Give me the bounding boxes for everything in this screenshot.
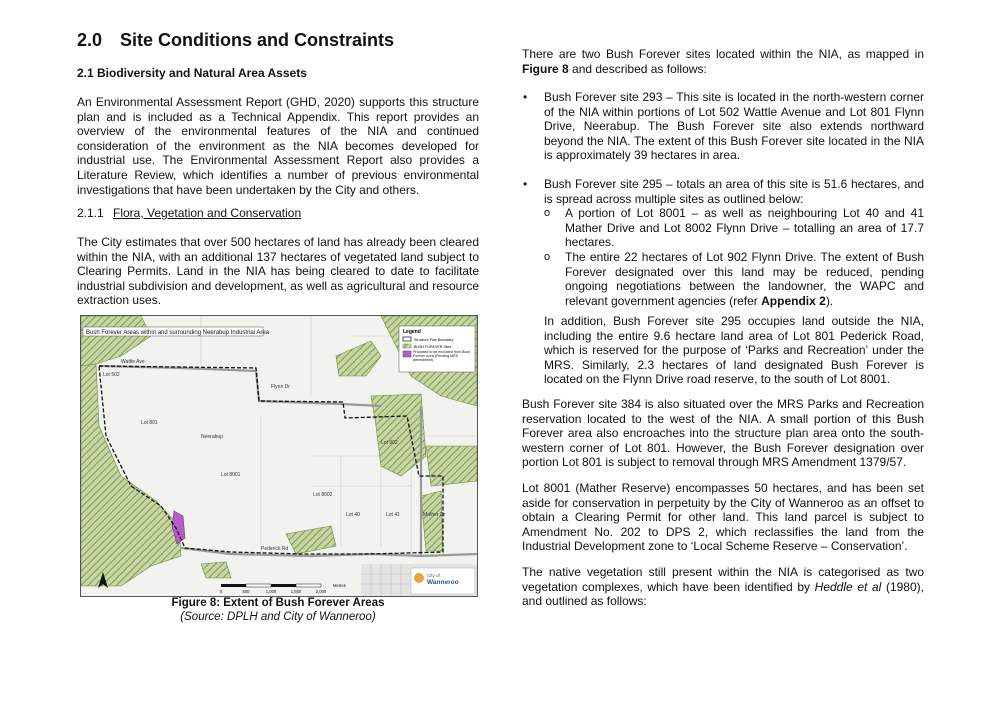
logo-name: Wanneroo — [427, 579, 459, 586]
scale-tick-2: 1,000 — [265, 589, 277, 594]
site-295-sublist — [544, 206, 924, 308]
wanneroo-logo — [411, 568, 475, 594]
section-heading: 2.0 Site Conditions and Constraints — [77, 30, 395, 50]
logo-text: City of — [427, 573, 440, 578]
map-label-neerabup: Neerabup — [201, 434, 223, 440]
clearing-paragraph: The City estimates that over 500 hectares of land has already been cleared within the NIA, with an additional 137 hectares of vegetated land subject to Clearing Permits. Land in the NIA has being cleared to date to facilitate industrial subdivision and development, as well as agricultural and resource extraction uses. — [77, 235, 479, 308]
scale-tick-4: 2,000 — [315, 589, 327, 594]
caption-source: (Source: DPLH and City of Wanneroo) — [180, 610, 376, 623]
map-graphic — [81, 316, 477, 596]
caption-title: Figure 8: Extent of Bush Forever Areas — [171, 597, 385, 609]
bush-forever-list — [522, 90, 924, 308]
scale-unit: Metres — [333, 583, 346, 588]
scale-tick-1: 500 — [242, 589, 250, 594]
map-label-lot8002: Lot 8002 — [313, 492, 333, 498]
native-vegetation-paragraph: The native vegetation still present within the NIA is categorised as two vegetation complexes, which have been identified by Heddle et al (1980), and outlined as follows: — [522, 565, 924, 609]
map-label-lot8001: Lot 8001 — [221, 472, 241, 478]
subsection-heading: 2.1 Biodiversity and Natural Area Assets — [77, 66, 307, 80]
legend-title: Legend — [403, 329, 421, 335]
map-label-pederick: Pederick Rd — [261, 546, 289, 552]
legend-item-boundary: Structure Plan Boundary — [414, 338, 454, 342]
list-item: o A portion of Lot 8001 – as well as neighbouring Lot 40 and 41 Mather Drive and Lot 8002 Flynn Drive – totalling an area of 17.7 hectares. — [544, 206, 924, 250]
map-label-mather: Mather Dr — [423, 512, 446, 518]
scale-tick-3: 1,500 — [290, 589, 302, 594]
addition-paragraph: In addition, Bush Forever site 295 occupies land outside the NIA, including the entire 9.6 hectare land area of Lot 801 Pederick Road, which is reserved for the purpose of ‘Parks and Recreation’ under the MRS. Similarly, 2.3 hectares of land designated Bush Forever is located on the Flynn Drive road reserve, to the south of Lot 8001. — [544, 314, 924, 387]
list-item: • Bush Forever site 295 – totals an area of this site is 51.6 hectares, and is spread across multiple sites as outlined below: o A portion of Lot 8001 – as well as neighbouring Lot 40 and 41 Mather Drive and Lot 8002 Flynn Drive – totalling an area of 17.7 hectares. o The entire 22 hectares of Lot 902 Flynn Drive. The extent of Bush Forever designated over this land may be reduced, pending ongoing negotiations between the landowner, the WAPC and relevant government agencies (refer Appendix 2). — [522, 177, 924, 308]
site-384-paragraph: Bush Forever site 384 is also situated over the MRS Parks and Recreation reservation located to the west of the NIA. A small portion of this Bush Forever area also encroaches into the structure plan area onto the south-western corner of Lot 801. However, the Bush Forever designation over portion Lot 801 is subject to removal through MRS Amendment 1379/57. — [522, 397, 924, 470]
lot-8001-paragraph: Lot 8001 (Mather Reserve) encompasses 50 hectares, and has been set aside for conservation in perpetuity by the City of Wanneroo as an offset to obtain a Clearing Permit for other land. This land parcel is subject to Amendment No. 202 to DPS 2, which reclassifies the land from the Industrial Development zone to ‘Local Scheme Reserve – Conservation’. — [522, 481, 924, 554]
list-item: o The entire 22 hectares of Lot 902 Flynn Drive. The extent of Bush Forever designated over this land may be reduced, pending ongoing negotiations between the landowner, the WAPC and relevant government agencies (refer Appendix 2). — [544, 250, 924, 308]
bush-forever-intro: There are two Bush Forever sites located within the NIA, as mapped in Figure 8 and described as follows: — [522, 47, 924, 76]
map-label-wattle: Wattle Ave — [121, 359, 145, 365]
map-label-lot502: Lot 502 — [103, 372, 120, 378]
map-label-lot40: Lot 40 — [346, 512, 360, 518]
list-item: • Bush Forever site 293 – This site is located in the north-western corner of the NIA within portions of Lot 502 Wattle Avenue and Lot 801 Flynn Drive, Neerabup. The Bush Forever site also extends northward beyond the NIA. The extent of this Bush Forever site located in the NIA is approximately 39 hectares in area. — [522, 90, 924, 163]
map-label-lot902: Lot 902 — [381, 440, 398, 446]
map-title: Bush Forever Areas within and surrounding Neerabup Industrial Area — [86, 330, 270, 336]
bush-forever-map — [80, 315, 478, 597]
legend-item-bush-forever: BUSH FOREVER Sites — [414, 345, 452, 349]
scale-tick-0: 0 — [219, 589, 223, 594]
map-label-flynn: Flynn Dr — [271, 384, 290, 390]
intro-paragraph: An Environmental Assessment Report (GHD, 2020) supports this structure plan and is included as a Technical Appendix. This report provides an overview of the environmental features of the NIA and continued consideration of the environment as the NIA becomes developed for industrial use. The Environmental Assessment Report also provides a Literature Review, which identifies a number of previous environmental investigations that have been undertaken by the City and others. — [77, 95, 479, 197]
legend-item-pending: Proposed to be excluded from Bush Forever Area (Pending MRS amendment) — [413, 350, 471, 363]
figure-caption — [77, 597, 479, 624]
map-label-lot801: Lot 801 — [141, 420, 158, 426]
subsubsection-heading: 2.1.1 Flora, Vegetation and Conservation — [77, 206, 302, 220]
map-label-lot41: Lot 41 — [386, 512, 400, 518]
